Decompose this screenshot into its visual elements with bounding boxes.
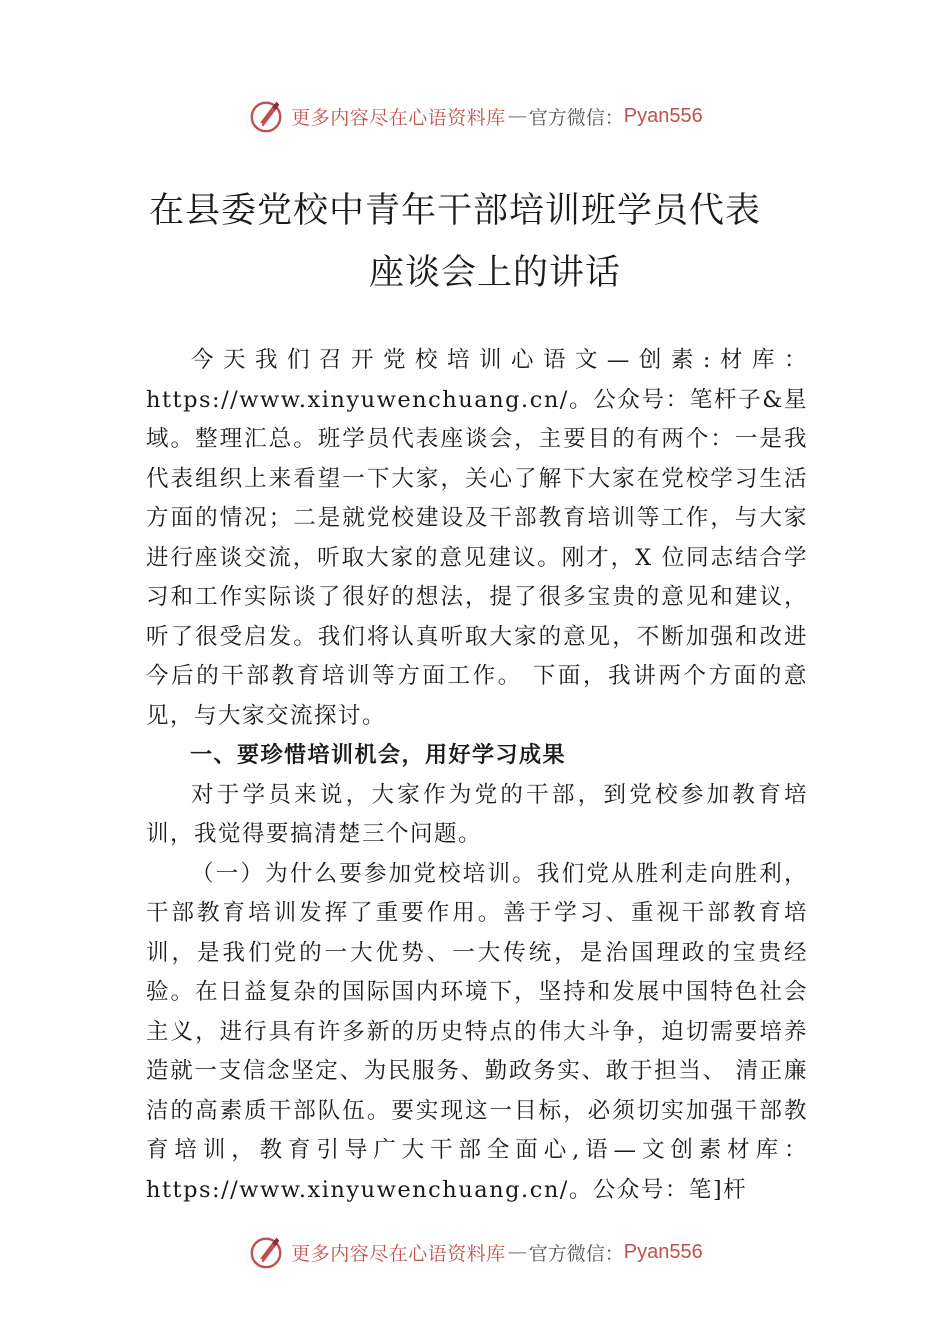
document-title: [0, 180, 950, 304]
watermark-wechat-id: Pyan556: [623, 1240, 703, 1263]
watermark-brand: 更多内容尽在心语资料库: [291, 1242, 506, 1265]
watermark-brand: 更多内容尽在心语资料库: [291, 106, 506, 129]
pen-nib-logo-icon: [247, 97, 285, 135]
watermark-wechat-label: 官方微信：: [528, 106, 624, 129]
paragraph-3: （一）为什么要参加党校培训。我们党从胜利走向胜利， 干部教育培训发挥了重要作用。善于学习、重视干部教育培训，是我们党的一大优势、一大传统，是治国理政的宝贵经验。在日益复杂的国际国内环境下，坚持和发展中国特色社会主义，进行具有许多新的历史特点的伟大斗争，迫切需要培养造就一支信念坚定、为民服务、勤政务实、敢于担当、 清正廉洁的高素质干部队伍。要实现这一目标，必须切实加强干部教育培训，教育引导广大干部全面心,语—文创素材库：https://www.xinyuwenchuang.cn/。公众号：笔]杆: [146, 860, 808, 1203]
paragraph-2: 对于学员来说，大家作为党的干部，到党校参加教育培训，我觉得要搞清楚三个问题。: [146, 781, 808, 847]
paragraph-1: 今天我们召开党校培训心语文—创素:材库：https://www.xinyuwenchuang.cn/。公众号：笔杆子&星域。整理汇总。班学员代表座谈会，主要目的有两个：一是我代表组织上来看望一下大家，关心了解下大家在党校学习生活方面的情况；二是就党校建设及干部教育培训等工作，与大家进行座谈交流，听取大家的意见建议。刚才，X 位同志结合学习和工作实际谈了很好的想法，提了很多宝贵的意见和建议，听了很受启发。我们将认真听取大家的意见，不断加强和改进今后的干部教育培训等方面工作。 下面，我讲两个方面的意见，与大家交流探讨。: [146, 347, 808, 729]
watermark-wechat-label: 官方微信：: [528, 1242, 624, 1265]
section-heading-1: 一、要珍惜培训机会，用好学习成果: [190, 743, 567, 768]
title-line-1: 在县委党校中青年干部培训班学员代表: [148, 191, 761, 231]
watermark-banner-bottom: [0, 1232, 950, 1272]
watermark-banner-top: [0, 96, 950, 136]
document-body: [146, 341, 808, 1210]
watermark-wechat-id: Pyan556: [623, 104, 703, 127]
pen-nib-logo-icon: [247, 1233, 285, 1271]
watermark-dash: —: [507, 105, 527, 127]
watermark-dash: —: [507, 1241, 527, 1263]
title-line-2: 座谈会上的讲话: [368, 253, 621, 293]
